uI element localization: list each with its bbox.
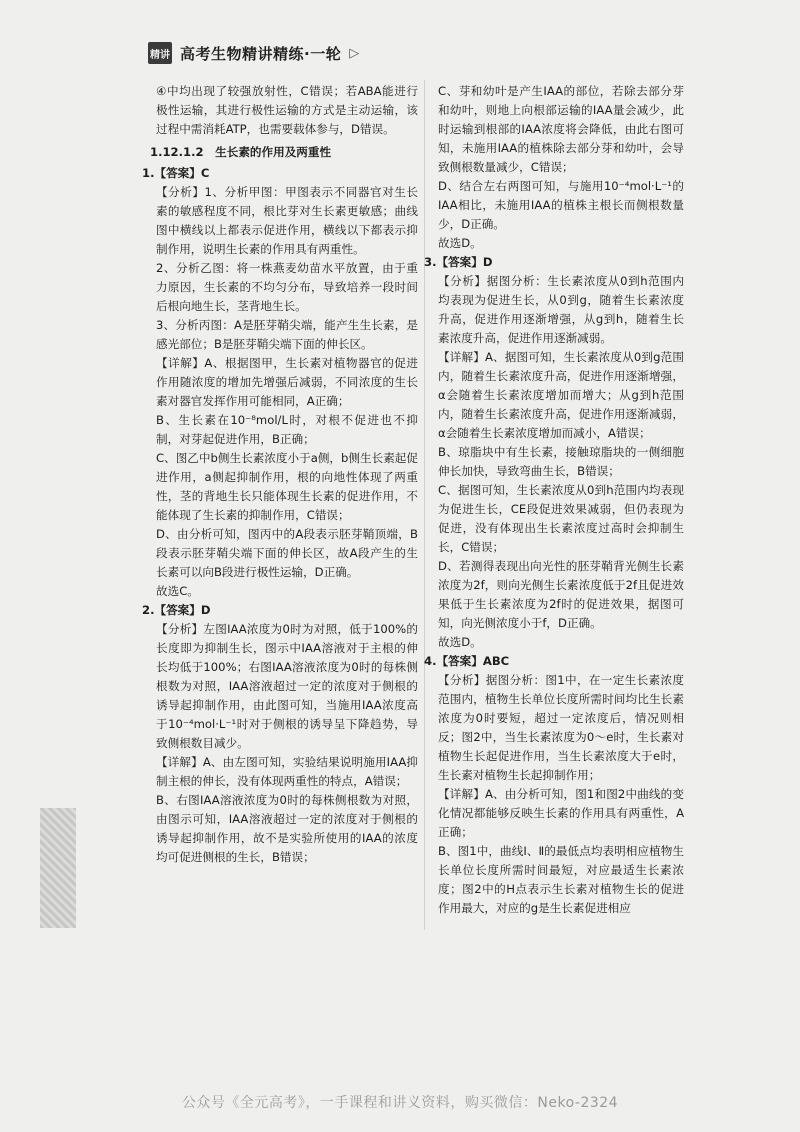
- question-answer-heading: 2.【答案】D: [142, 603, 211, 617]
- paragraph: 故选D。: [438, 635, 482, 649]
- paragraph: 【详解】A、据图可知，生长素浓度从0到g范围内，随着生长素浓度升高，促进作用逐渐增强，α会随着生长素浓度增加而增大；从g到h范围内，随着生长素浓度升高，促进作用逐渐减弱，α会随着生长素浓度增加而减小，A错误；: [438, 350, 684, 440]
- book-logo-icon: 精讲: [148, 42, 172, 64]
- paragraph: 故选C。: [156, 584, 199, 598]
- paragraph: C、芽和幼叶是产生IAA的部位，若除去部分芽和幼叶，则地上向根部运输的IAA量会减少，此时运输到根部的IAA浓度将会降低，由此右图可知，未施用IAA的植株除去部分芽和幼叶，会导致侧根数量减少，C错误；: [438, 84, 684, 174]
- paragraph: 【分析】据图分析：图1中，在一定生长素浓度范围内，植物生长单位长度所需时间均比生长素浓度为0时要短，超过一定浓度后，情况则相反；图2中，当生长素浓度为0～e时，生长素对植物生长起促进作用，当生长素浓度大于e时，生长素对植物生长起抑制作用；: [438, 673, 684, 782]
- book-title: 高考生物精讲精练·一轮: [180, 44, 342, 63]
- section-heading: 1.12.1.2 生长素的作用及两重性: [150, 145, 332, 159]
- question-answer-heading: 1.【答案】C: [142, 166, 210, 180]
- paragraph: 【分析】据图分析：生长素浓度从0到h范围内均表现为促进生长，从0到g，随着生长素浓度升高，促进作用逐渐增强，从g到h，随着生长素浓度升高，促进作用逐渐减弱。: [438, 274, 684, 345]
- paragraph: ④中均出现了较强放射性，C错误；若ABA能进行极性运输，其进行极性运输的方式是主动运输，该过程中需消耗ATP，也需要载体参与，D错误。: [156, 84, 418, 136]
- paragraph: C、据图可知，生长素浓度从0到h范围内均表现为促进生长，CE段促进效果减弱，但仍表现为促进，没有体现出生长素浓度过高时会抑制生长，C错误；: [438, 483, 684, 554]
- paragraph: B、生长素在10⁻⁸mol/L时，对根不促进也不抑制，对芽起促进作用，B正确；: [156, 413, 418, 446]
- paragraph: 2、分析乙图：将一株燕麦幼苗水平放置，由于重力原因，生长素的不均匀分布，导致培养一段时间后根向地生长，茎背地生长。: [156, 261, 418, 313]
- paragraph: 【分析】1、分析甲图：甲图表示不同器官对生长素的敏感程度不同，根比芽对生长素更敏感；曲线图中横线以上都表示促进作用，横线以下都表示抑制作用，说明生长素的作用具有两重性。: [156, 185, 418, 256]
- footer-watermark-text: 公众号《全元高考》，一手课程和讲义资料，购买微信：Neko-2324: [181, 1095, 619, 1111]
- paragraph: 故选D。: [438, 236, 482, 250]
- paragraph: 3、分析丙图：A是胚芽鞘尖端，能产生生长素，是感光部位；B是胚芽鞘尖端下面的伸长区。: [156, 318, 418, 351]
- paragraph: C、图乙中b侧生长素浓度小于a侧，b侧生长素起促进作用，a侧起抑制作用，根的向地性体现了两重性，茎的背地生长只能体现生长素的促进作用，不能体现了生长素的抑制作用，C错误；: [156, 451, 418, 522]
- triangle-arrow-icon: ▷: [349, 45, 360, 61]
- scan-stamp-mark: [40, 808, 76, 928]
- column-divider: [424, 80, 425, 930]
- paragraph: D、由分析可知，图丙中的A段表示胚芽鞘顶端，B段表示胚芽鞘尖端下面的伸长区，故A段产生的生长素可以向B段进行极性运输，D正确。: [156, 527, 418, 579]
- paragraph: B、琼脂块中有生长素，接触琼脂块的一侧细胞伸长加快，导致弯曲生长，B错误；: [438, 445, 684, 478]
- paragraph: D、若测得表现出向光性的胚芽鞘背光侧生长素浓度为2f，则向光侧生长素浓度低于2f且促进效果低于生长素浓度为2f时的促进效果，据图可知，向光侧浓度小于f，D正确。: [438, 559, 684, 630]
- question-answer-heading: 3.【答案】D: [424, 255, 493, 269]
- paragraph: B、右图IAA溶液浓度为0时的每株侧根数为对照，由图示可知，IAA溶液超过一定的浓度对于侧根的诱导起抑制作用，故不是实验所使用的IAA的浓度均可促进侧根的生长，B错误；: [156, 793, 418, 864]
- paragraph: B、图1中，曲线Ⅰ、Ⅱ的最低点均表明相应植物生长单位长度所需时间最短，对应最适生长素浓度；图2中的H点表示生长素对植物生长的促进作用最大，对应的g是生长素促进相应: [438, 844, 684, 915]
- left-column: [142, 82, 418, 867]
- paragraph: 【详解】A、由左图可知，实验结果说明施用IAA抑制主根的伸长，没有体现两重性的特点，A错误；: [156, 755, 418, 788]
- paragraph: 【详解】A、根据图甲，生长素对植物器官的促进作用随浓度的增加先增强后减弱，不同浓度的生长素对器官发挥作用可能相同，A正确；: [156, 356, 418, 408]
- page-header: [148, 40, 359, 66]
- question-answer-heading: 4.【答案】ABC: [424, 654, 510, 668]
- paragraph: 【分析】左图IAA浓度为0时为对照，低于100%的长度即为抑制生长，图示中IAA溶液对于主根的伸长均低于100%；右图IAA溶液浓度为0时的每株侧根数为对照，IAA溶液超过一定的浓度对于侧根的诱导起抑制作用，由此图可知，当施用IAA浓度高于10⁻⁴mol·L⁻¹时对于侧根的诱导呈下降趋势，导致侧根数目减少。: [156, 622, 418, 750]
- right-column: [424, 82, 684, 918]
- paragraph: D、结合左右两图可知，与施用10⁻⁴mol·L⁻¹的IAA相比，未施用IAA的植株主根长而侧根数量少，D正确。: [438, 179, 684, 231]
- paragraph: 【详解】A、由分析可知，图1和图2中曲线的变化情况都能够反映生长素的作用具有两重性，A正确；: [438, 787, 684, 839]
